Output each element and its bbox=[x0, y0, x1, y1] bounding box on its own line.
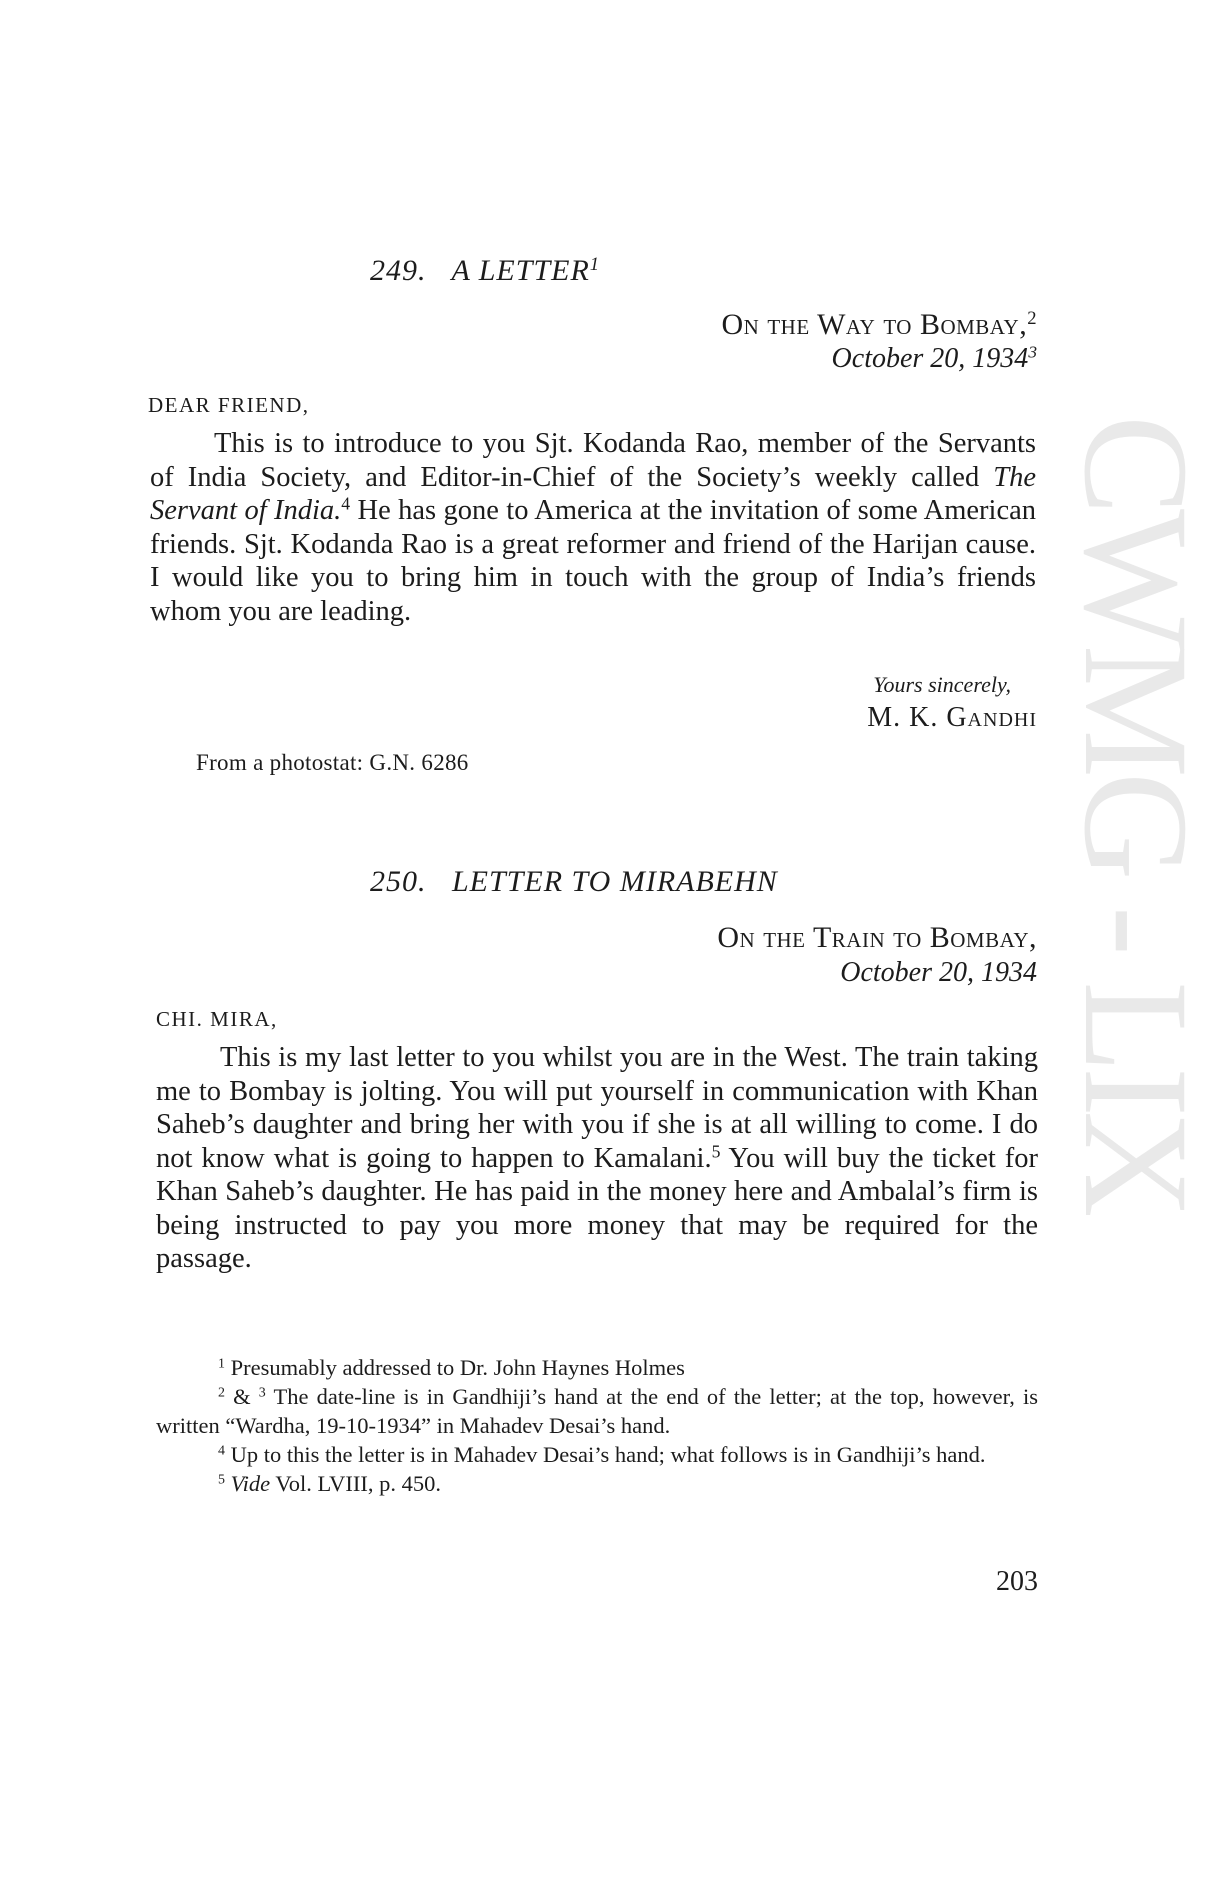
watermark-text: CWMG - LIX bbox=[1053, 415, 1219, 1214]
letter1-closing: Yours sincerely, bbox=[873, 672, 1011, 697]
letter1-paragraph bbox=[150, 427, 1036, 628]
letter1-date-text: October 20, 1934 bbox=[831, 343, 1029, 374]
letter2-date: October 20, 1934 bbox=[840, 957, 1037, 988]
letter2-place: On the Train to Bombay, bbox=[717, 921, 1037, 954]
letter1-body-footnote-ref: 4 bbox=[341, 493, 351, 514]
letter2-body-footnote-ref: 5 bbox=[711, 1140, 721, 1161]
letter2-body bbox=[156, 1041, 1038, 1276]
footnote-1-text: Presumably addressed to Dr. John Haynes Holmes bbox=[224, 1355, 685, 1380]
letter1-signature: M. K. Gandhi bbox=[867, 702, 1037, 733]
letter1-date-footnote-ref: 3 bbox=[1028, 342, 1037, 362]
footnote-5 bbox=[156, 1469, 1038, 1498]
footnote-5-text: Vol. LVIII, p. 450. bbox=[270, 1471, 442, 1496]
letter1-heading bbox=[370, 254, 600, 288]
letter1-title-footnote-ref: 1 bbox=[589, 253, 601, 275]
letter1-title: A LETTER bbox=[451, 254, 590, 287]
footnotes bbox=[156, 1353, 1038, 1498]
footnote-4-mark: 4 bbox=[218, 1443, 225, 1459]
footnote-4-text: Up to this the letter is in Mahadev Desai’s hand; what follows is in Gandhiji’s hand. bbox=[224, 1442, 986, 1467]
letter1-body-b: He has gone to America at the invitation of some American friends. Sjt. Kodanda Rao is a great reformer and friend of the Harijan cause. I would like you to bring him in touch with the group of India’s friends whom you are leading. bbox=[150, 495, 1037, 627]
letter1-body bbox=[150, 427, 1036, 628]
footnote-3-mark: 3 bbox=[258, 1385, 266, 1401]
letter2-number: 250. bbox=[370, 865, 427, 898]
footnote-2-3-amp: & bbox=[224, 1384, 259, 1409]
letter1-source: From a photostat: G.N. 6286 bbox=[196, 750, 469, 775]
footnote-5-italic: Vide bbox=[224, 1471, 271, 1496]
footnote-1 bbox=[156, 1353, 1038, 1382]
letter1-date bbox=[832, 343, 1037, 375]
letter2-paragraph bbox=[156, 1041, 1038, 1276]
letter2-title: LETTER TO MIRABEHN bbox=[452, 865, 778, 898]
letter2-salutation: CHI. MIRA, bbox=[156, 1007, 278, 1031]
footnote-4 bbox=[156, 1440, 1038, 1469]
page-number: 203 bbox=[996, 1566, 1038, 1597]
footnote-2-3 bbox=[156, 1382, 1038, 1440]
letter1-body-italic: The Servant of India. bbox=[150, 461, 1036, 526]
letter2-body-a: This is my last letter to you whilst you are in the West. The train taking me to Bombay is jolting. You will put yourself in communication with Khan Saheb’s daughter and bring her with you if she is at all willing to come. I do not know what is going to happen to Kamalani. bbox=[156, 1042, 1038, 1174]
letter2-heading bbox=[370, 865, 778, 899]
letter2-body-b: You will buy the ticket for Khan Saheb’s daughter. He has paid in the money here and Ambalal’s firm is being instructed to pay you more money that may be required for the passage. bbox=[156, 1142, 1038, 1274]
letter1-body-a: This is to introduce to you Sjt. Kodanda Rao, member of the Servants of India Society, and Editor-in-Chief of the Society’s weekly called bbox=[150, 428, 1036, 493]
footnote-1-mark: 1 bbox=[218, 1356, 225, 1372]
letter1-salutation: DEAR FRIEND, bbox=[148, 393, 310, 417]
footnote-2-mark: 2 bbox=[218, 1385, 225, 1401]
letter1-number: 249. bbox=[370, 254, 427, 287]
letter1-place-text: On the Way to Bombay, bbox=[721, 308, 1028, 341]
footnote-2-3-text: The date-line is in Gandhiji’s hand at the end of the letter; at the top, however, is written “Wardha, 19-10-1934” in Mahadev Desai’s hand. bbox=[156, 1384, 1038, 1438]
letter1-place bbox=[722, 308, 1038, 342]
letter1-place-footnote-ref: 2 bbox=[1027, 307, 1037, 329]
watermark bbox=[1010, 415, 1229, 1215]
footnote-5-mark: 5 bbox=[218, 1472, 225, 1488]
